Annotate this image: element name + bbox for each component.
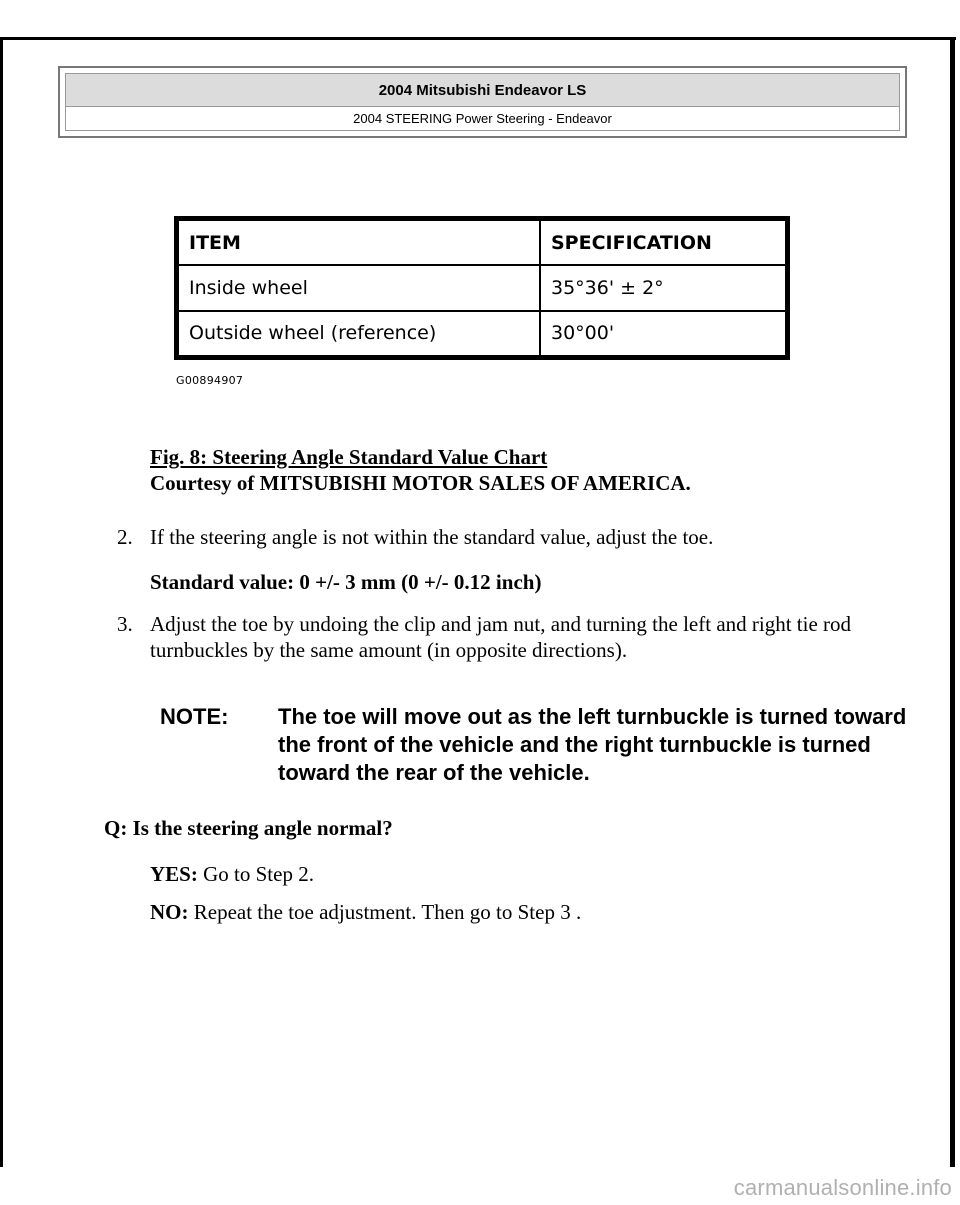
steering-angle-spec-figure <box>174 216 790 360</box>
spec-table <box>177 219 787 357</box>
header-subtitle: 2004 STEERING Power Steering - Endeavor <box>353 111 612 126</box>
step-text: If the steering angle is not within the standard value, adjust the toe. <box>150 525 714 549</box>
answer-no-label: NO: <box>150 900 189 924</box>
answer-yes <box>150 862 314 887</box>
document-header <box>58 66 907 138</box>
figure-caption <box>150 444 691 496</box>
note-label: NOTE: <box>160 704 229 729</box>
spec-cell-item: Outside wheel (reference) <box>178 311 540 356</box>
figure-credit: Courtesy of MITSUBISHI MOTOR SALES OF AMERICA. <box>150 471 691 495</box>
question-text: Q: Is the steering angle normal? <box>104 816 393 840</box>
page-frame-top <box>0 37 956 40</box>
figure-code: G00894907 <box>176 374 244 387</box>
spec-table-row <box>178 265 786 310</box>
step-number: 3. <box>117 612 133 636</box>
standard-value: Standard value: 0 +/- 3 mm (0 +/- 0.12 inch) <box>150 570 542 594</box>
step-number: 2. <box>117 525 133 549</box>
spec-header-specification: SPECIFICATION <box>540 220 786 265</box>
header-title: 2004 Mitsubishi Endeavor LS <box>66 74 899 107</box>
spec-cell-value: 30°00' <box>540 311 786 356</box>
step-text: Adjust the toe by undoing the clip and jam nut, and turning the left and right tie rod turnbuckles by the same amount (in opposite directions). <box>150 612 852 662</box>
answer-yes-text: Go to Step 2. <box>197 862 314 886</box>
spec-cell-item: Inside wheel <box>178 265 540 310</box>
note-text: The toe will move out as the left turnbuckle is turned toward the front of the vehicle and the right turnbuckle is turned toward the rear of the vehicle. <box>278 704 907 785</box>
answer-yes-label: YES: <box>150 862 198 886</box>
answer-no <box>150 900 581 925</box>
page-frame-left <box>0 37 3 1167</box>
answer-no-text: Repeat the toe adjustment. Then go to Step 3 . <box>188 900 582 924</box>
spec-header-item: ITEM <box>178 220 540 265</box>
spec-table-row <box>178 311 786 356</box>
spec-table-header-row <box>178 220 786 265</box>
site-watermark: carmanualsonline.info <box>733 1175 952 1200</box>
page-frame-right <box>950 37 955 1167</box>
figure-title-link[interactable]: Fig. 8: Steering Angle Standard Value Chart <box>150 445 548 469</box>
header-inner <box>65 73 900 131</box>
spec-cell-value: 35°36' ± 2° <box>540 265 786 310</box>
